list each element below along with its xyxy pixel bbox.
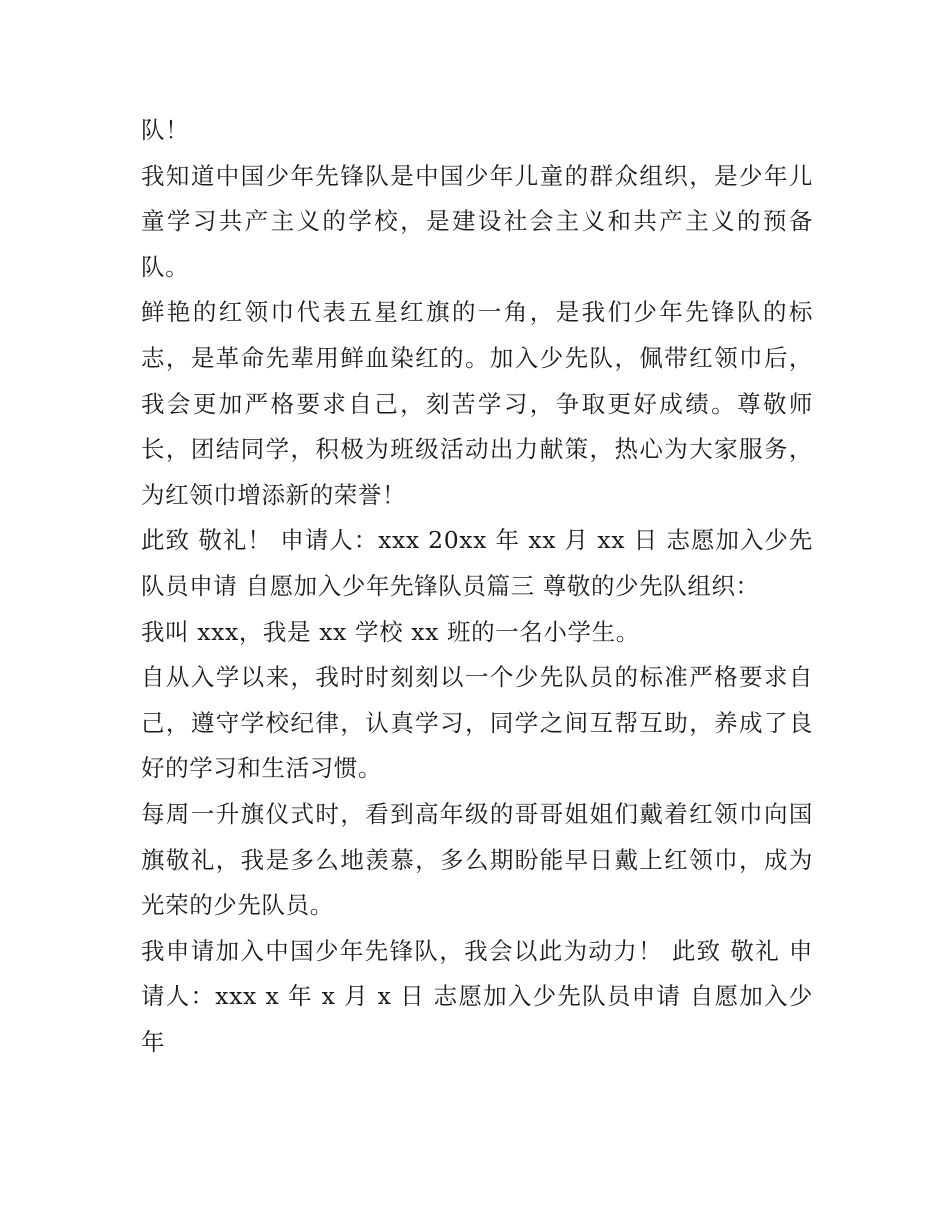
paragraph-6: 自从入学以来，我时时刻刻以一个少先队员的标准严格要求自己，遵守学校纪律，认真学习，同学之间互帮互助，养成了良好的学习和生活习惯。 xyxy=(141,663,813,783)
paragraph-7: 每周一升旗仪式时，看到高年级的哥哥姐姐们戴着红领巾向国旗敬礼，我是多么地羡慕，多么期盼能早日戴上红领巾，成为光荣的少先队员。 xyxy=(141,799,813,920)
paragraph-1: 队！ xyxy=(141,116,190,144)
paragraph-5: 我叫 xxx，我是 xx 学校 xx 班的一名小学生。 xyxy=(141,617,640,646)
paragraph-4: 此致 敬礼！ 申请人：xxx 20xx 年 xx 月 xx 日 志愿加入少先队员申请 自愿加入少年先锋队员篇三 尊敬的少先队组织： xyxy=(141,526,813,600)
paragraph-8: 我申请加入中国少年先锋队，我会以此为动力！ 此致 敬礼 申请人：xxx x 年 x 月 x 日 志愿加入少先队员申请 自愿加入少年 xyxy=(141,936,813,1056)
document-body xyxy=(141,108,813,1065)
paragraph-3: 鲜艳的红领巾代表五星红旗的一角，是我们少年先锋队的标志，是革命先辈用鲜血染红的。加入少先队，佩带红领巾后，我会更加严格要求自己，刻苦学习，争取更好成绩。尊敬师长，团结同学，积极为班级活动出力献策，热心为大家服务，为红领巾增添新的荣誉！ xyxy=(141,298,813,509)
paragraph-2: 我知道中国少年先锋队是中国少年儿童的群众组织，是少年儿童学习共产主义的学校，是建设社会主义和共产主义的预备队。 xyxy=(141,161,813,281)
